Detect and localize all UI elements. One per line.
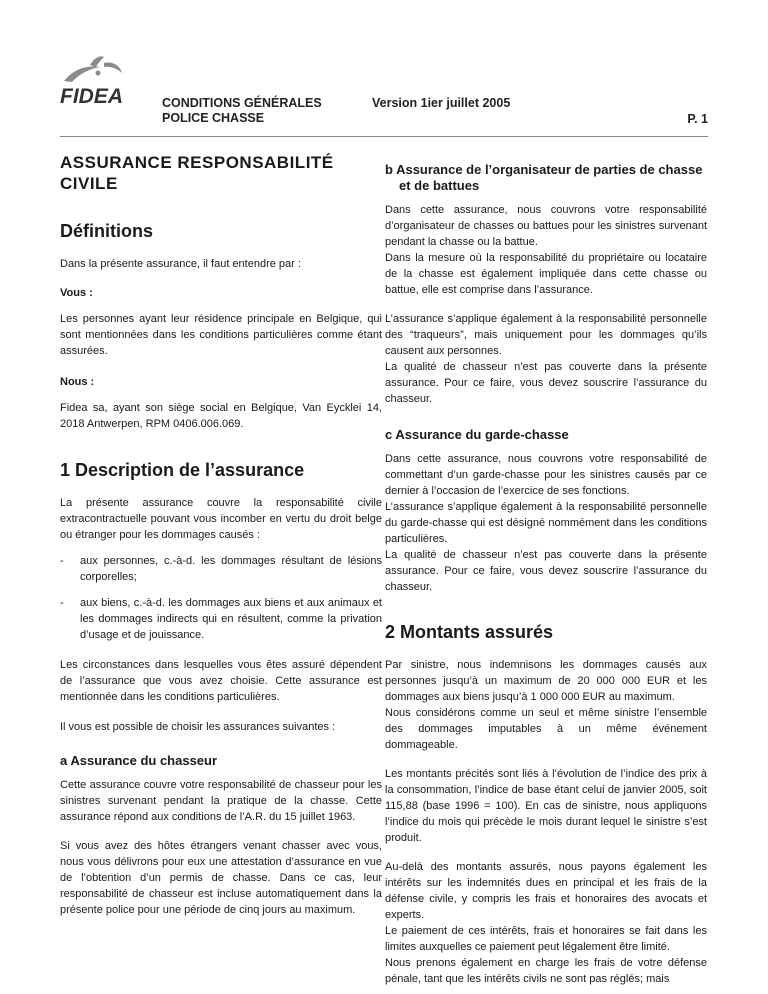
document-title-line2: POLICE CHASSE <box>162 111 265 125</box>
document-title-line1: CONDITIONS GÉNÉRALES <box>162 96 322 110</box>
section2-para3: Au-delà des montants assurés, nous payons également les intérêts sur les indemnités dues en principal et les frais de la défense civile, y compris les frais et honoraires des avocats et experts. <box>385 861 707 921</box>
section1-heading: 1 Description de l’assurance <box>60 460 305 480</box>
document-version: Version 1ier juillet 2005 <box>372 96 511 110</box>
subsection-a-heading: a Assurance du chasseur <box>60 753 218 768</box>
vous-label: Vous : <box>60 287 93 299</box>
damage-list <box>60 553 382 643</box>
subsection-b-para1b: Dans la mesure où la responsabilité du propriétaire ou locataire de la chasse est également impliquée dans cette chasse ou battue, elle est comprise dans l’assurance. <box>385 252 707 296</box>
header-divider <box>60 136 708 137</box>
right-column <box>385 152 707 987</box>
subsection-c-para1c: La qualité de chasseur n’est pas couverte dans la présente assurance. Pour ce faire, vous devez souscrire l’assurance du chasseur. <box>385 549 707 593</box>
left-column <box>60 152 382 918</box>
section2-para1: Par sinistre, nous indemnisons les dommages causés aux personnes jusqu’à un maximum de 20 000 000 EUR et les dommages aux biens jusqu’à 1 000 000 EUR au maximum. <box>385 659 707 703</box>
subsection-b-para2b: La qualité de chasseur n’est pas couverte dans la présente assurance. Pour ce faire, vous devez souscrire l’assurance du chasseur. <box>385 361 707 405</box>
page-number: P. 1 <box>687 112 708 126</box>
definitions-heading: Définitions <box>60 221 153 241</box>
subsection-c-heading: c Assurance du garde-chasse <box>385 427 569 442</box>
subsection-c-para1: Dans cette assurance, nous couvrons votre responsabilité de commettant d’un garde-chasse pour les sinistres causés par ce dernier à l’occasion de l’exercice de ses fonctions. <box>385 453 707 497</box>
subsection-a-para2: Si vous avez des hôtes étrangers venant chasser avec vous, nous vous délivrons pour eux une attestation d’assurance en vue de l’obtention d’un permis de chasse. Dans ce cas, leur responsabilité de chasseur est incluse automatiquement dans la présente police pour une période de cinq jours au maximum. <box>60 840 382 916</box>
section2-para3c: Nous prenons également en charge les frais de votre défense pénale, tant que les intérêts civils ne sont pas réglés; mais <box>385 957 707 985</box>
section2-para2: Les montants précités sont liés à l’évolution de l’indice des prix à la consommation, l’indice de base étant celui de janvier 2005, soit 115,88 (base 1996 = 100). En cas de sinistre, nous appliquons l’indice du mois qui précède le mois durant lequel le sinistre s’est produit. <box>385 768 707 844</box>
subsection-c-para1b: L’assurance s’applique également à la responsabilité personnelle du garde-chasse qui est désigné nommément dans les conditions particulières. <box>385 501 707 545</box>
list-item: - aux personnes, c.-à-d. les dommages résultant de lésions corporelles; <box>60 555 382 583</box>
section2-para3b: Le paiement de ces intérêts, frais et honoraires se fait dans les limites auxquelles ce paiement peut légalement être limité. <box>385 925 707 953</box>
definitions-intro: Dans la présente assurance, il faut entendre par : <box>60 258 301 270</box>
fidea-logo-mark-icon <box>60 55 140 85</box>
nous-label: Nous : <box>60 376 95 388</box>
subsection-b-para1: Dans cette assurance, nous couvrons votre responsabilité d’organisateur de chasses ou battues pour les sinistres survenant pendant la chasse ou la battue. <box>385 204 707 248</box>
section1-intro: La présente assurance couvre la responsabilité civile extracontractuelle pouvant vous incomber en vertu du droit belge ou étranger pour les dommages causés : <box>60 497 382 541</box>
vous-definition: Les personnes ayant leur résidence principale en Belgique, qui sont mentionnées dans les conditions particulières comme étant assurées. <box>60 313 382 357</box>
fidea-logo-text: FIDEA <box>60 85 123 108</box>
main-title: ASSURANCE RESPONSABILITÉ CIVILE <box>60 153 334 193</box>
section2-para1b: Nous considérons comme un seul et même sinistre l’ensemble des dommages imputables à un même événement dommageable. <box>385 707 707 751</box>
section1-choice: Il vous est possible de choisir les assurances suivantes : <box>60 721 336 733</box>
list-item: - aux biens, c.-à-d. les dommages aux biens et aux animaux et les dommages indirects qui en résultent, comme la privation d’usage et de jouissance. <box>60 597 382 641</box>
subsection-b-heading: b Assurance de l’organisateur de parties de chasse et de battues <box>385 162 703 193</box>
subsection-a-para1: Cette assurance couvre votre responsabilité de chasseur pour les sinistres survenant pendant la pratique de la chasse. Cette assurance répond aux conditions de l’A.R. du 15 juillet 1963. <box>60 779 382 823</box>
section2-heading: 2 Montants assurés <box>385 622 554 642</box>
nous-definition: Fidea sa, ayant son siège social en Belgique, Van Eycklei 14, 2018 Antwerpen, RPM 0406.006.069. <box>60 402 382 430</box>
section1-circumstances: Les circonstances dans lesquelles vous êtes assuré dépendent de l’assurance que vous avez choisie. Cette assurance est mentionnée dans les conditions particulières. <box>60 659 382 703</box>
fidea-logo <box>60 55 140 108</box>
subsection-b-para2: L’assurance s’applique également à la responsabilité personnelle des “traqueurs”, mais uniquement pour les dommages qu’ils causent aux personnes. <box>385 313 707 357</box>
document-title <box>162 96 322 126</box>
